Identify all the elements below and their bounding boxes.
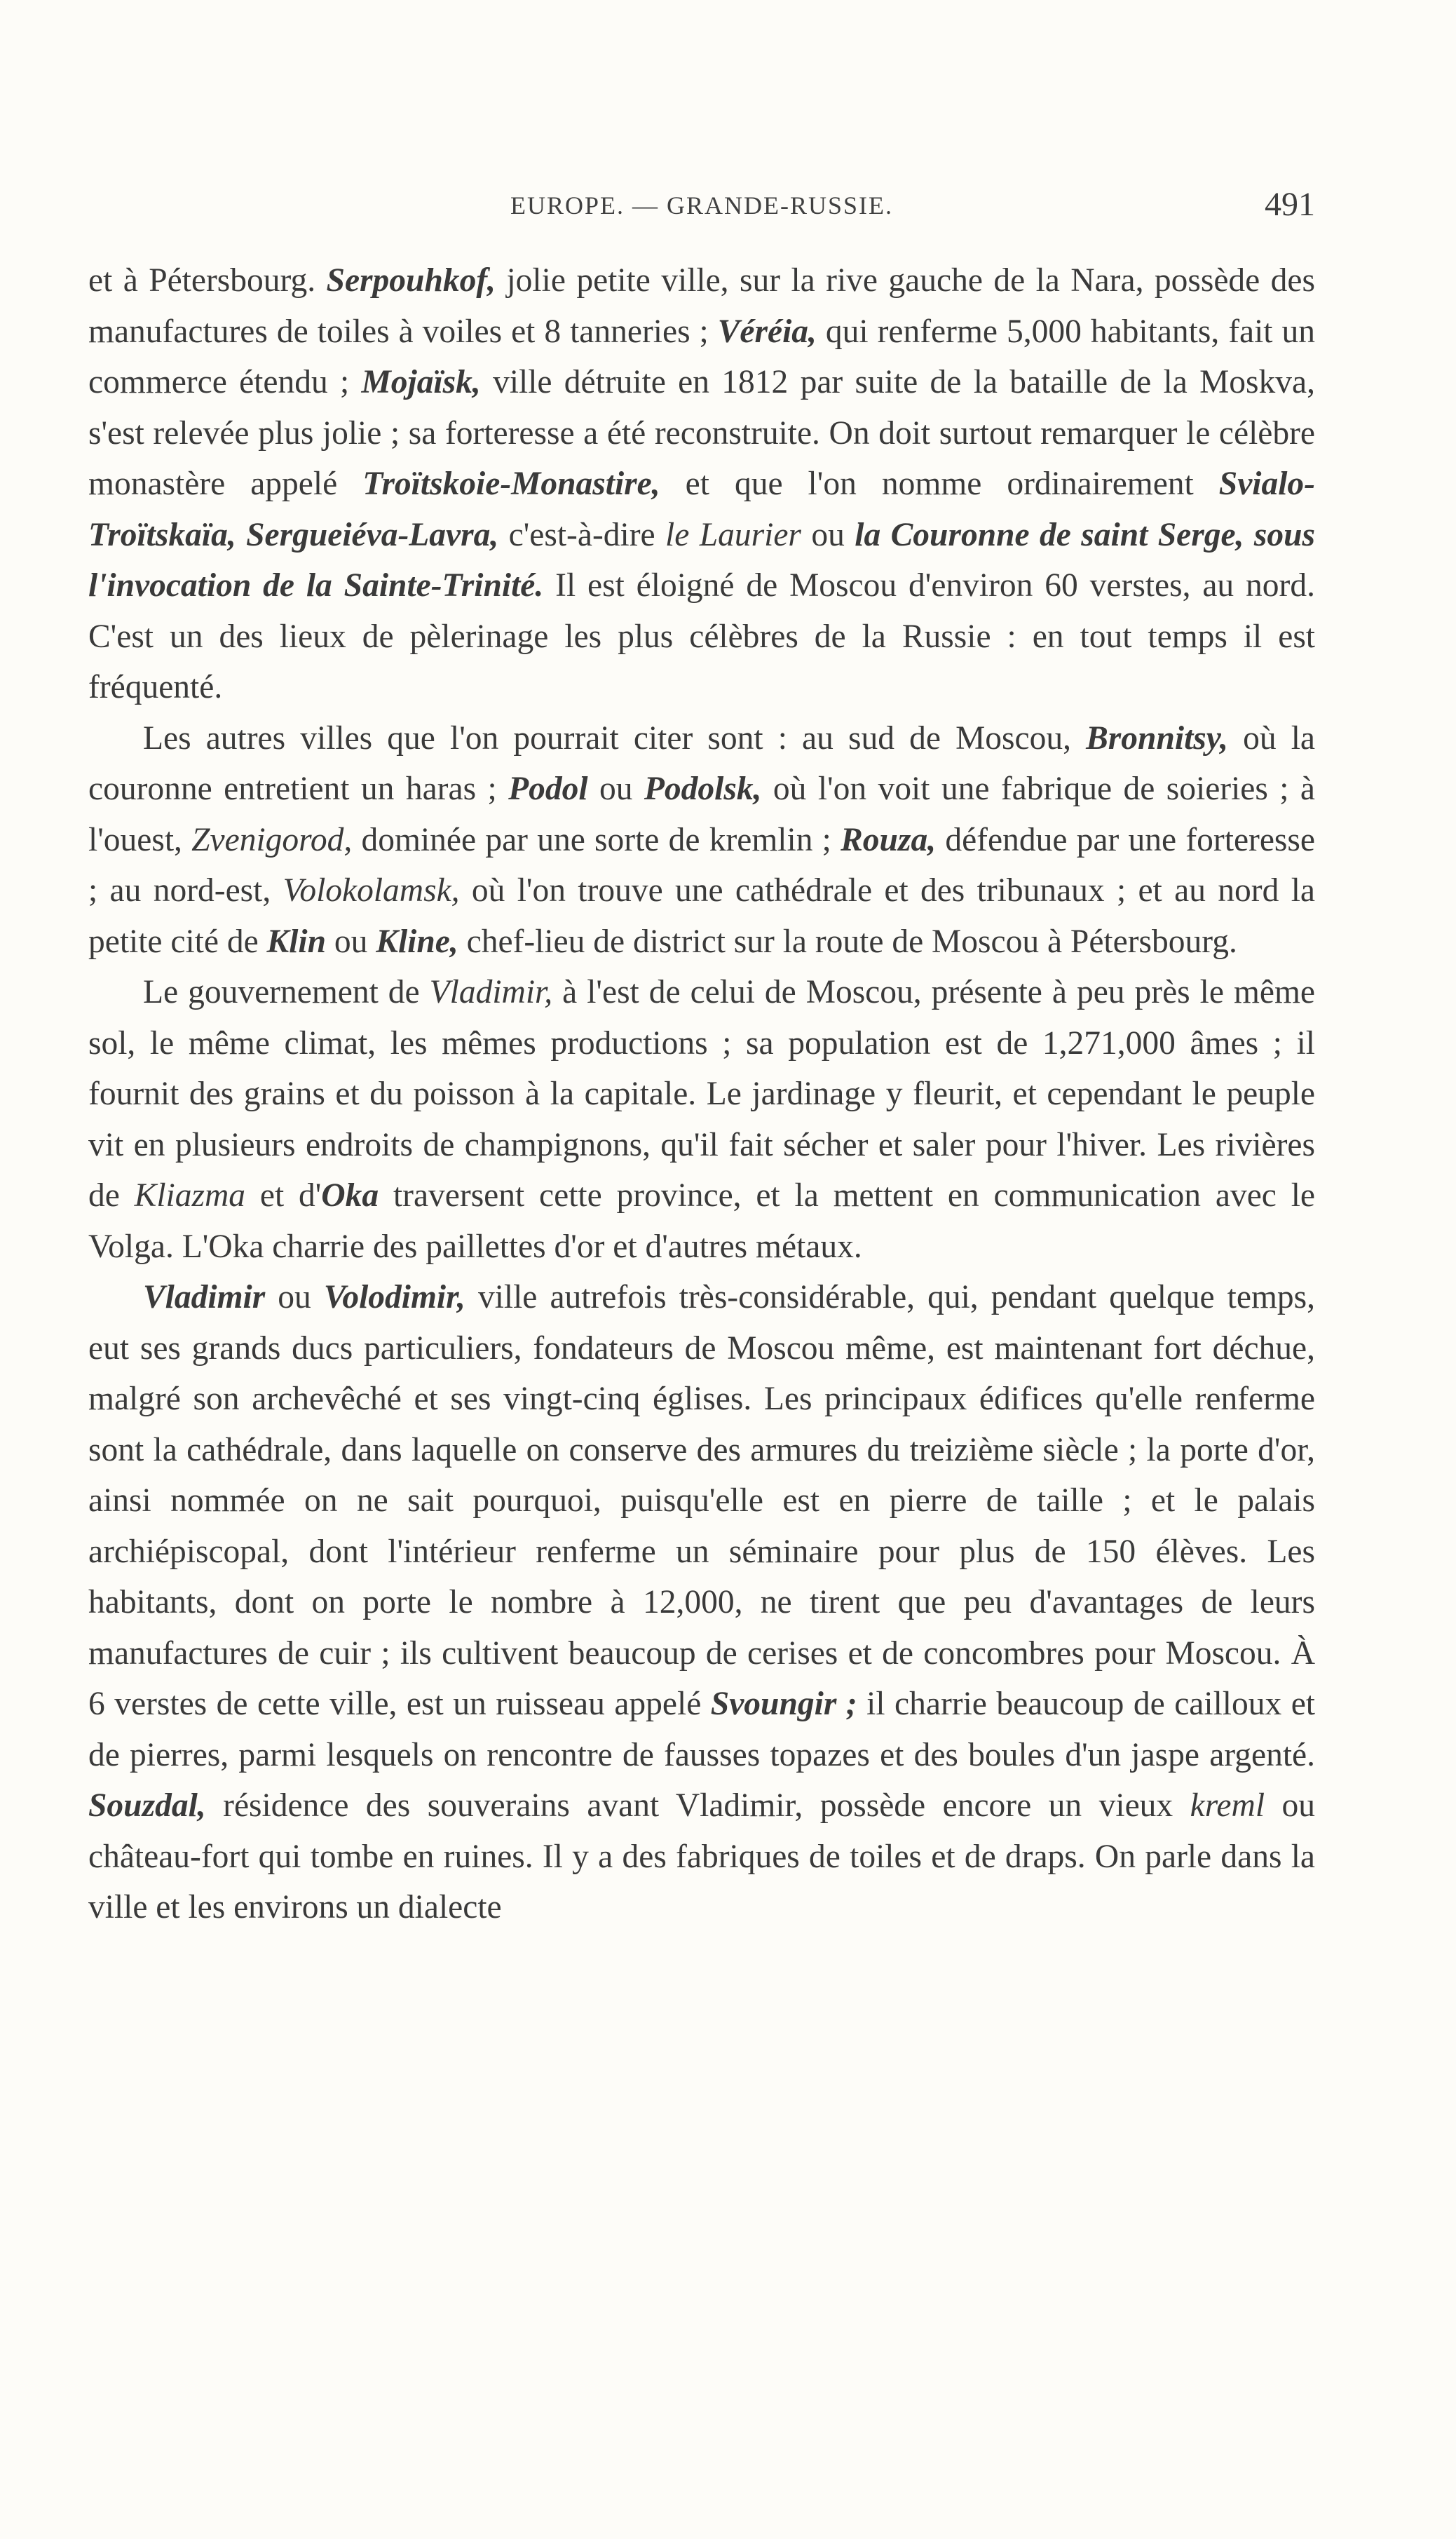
- text-run: où la couronne entretient un haras ;: [88, 719, 1315, 807]
- place-name: Svialo-Troïtskaïa, Sergueiéva-Lavra,: [88, 466, 1315, 553]
- place-name: Kliazma: [134, 1177, 246, 1214]
- text-run: Il est éloigné de Moscou d'environ 60 verstes, au nord. C'est un des lieux de pèlerinage les plus célèbres de la Russie : en tout temps il est fréquenté.: [88, 567, 1315, 705]
- text-run: qui renferme 5,000 habitants, fait un commerce étendu ;: [88, 313, 1315, 400]
- text-run: où l'on voit une fabrique de soieries ; à l'ouest,: [88, 771, 1315, 858]
- italic-text: kreml: [1190, 1787, 1265, 1824]
- paragraph-4: [88, 1272, 1315, 1933]
- place-name: Volodimir,: [323, 1279, 465, 1315]
- text-run: ville autrefois très-considérable, qui, pendant quelque temps, eut ses grands ducs particuliers, fondateurs de Moscou même, est maintenant fort déchue, malgré son archevêché et ses vingt-cinq églises. Les principaux édifices qu'elle renferme sont la cathédrale, dans laquelle on conserve des armures du treizième siècle ; la porte d'or, ainsi nommée on ne sait pourquoi, puisqu'elle est en pierre de taille ; et le palais archiépiscopal, dont l'intérieur renferme un séminaire pour plus de 150 élèves. Les habitants, dont on porte le nombre à 12,000, ne tirent que peu d'avantages de leurs manufactures de cuir ; ils cultivent beaucoup de cerises et de concombres pour Moscou. À 6 verstes de cette ville, est un ruisseau appelé: [88, 1279, 1316, 1722]
- text-run: ou: [265, 1279, 324, 1315]
- text-run: et que l'on nomme ordinairement: [660, 466, 1219, 502]
- place-name: Vladimir: [143, 1279, 266, 1315]
- text-run: chef-lieu de district sur la route de Moscou à Pétersbourg.: [458, 923, 1237, 960]
- text-run: c'est-à-dire: [498, 516, 666, 553]
- place-name: Troïtskoie-Monastire,: [362, 466, 660, 502]
- body-text: [88, 255, 1315, 1933]
- text-run: et d': [245, 1177, 322, 1214]
- place-name: Volokolamsk,: [283, 872, 460, 909]
- place-name: Bronnitsy,: [1086, 719, 1228, 757]
- italic-text: le Laurier: [665, 516, 801, 553]
- place-name: Svoungir ;: [710, 1686, 857, 1722]
- text-run: il charrie beaucoup de cailloux et de pierres, parmi lesquels on rencontre de fausses topazes et des boules d'un jaspe argenté.: [88, 1686, 1315, 1773]
- text-run: où l'on trouve une cathédrale et des tribunaux ; et au nord la petite cité de: [88, 872, 1315, 960]
- text-run: ville détruite en 1812 par suite de la bataille de la Moskva, s'est relevée plus jolie ; sa forteresse a été reconstruite. On doit surtout remarquer le célèbre monastère appelé: [88, 364, 1315, 502]
- text-run: Les autres villes que l'on pourrait citer sont : au sud de Moscou,: [143, 719, 1087, 757]
- page-number: 491: [1265, 186, 1315, 223]
- place-name: Mojaïsk,: [361, 364, 481, 400]
- place-name: Souzdal,: [88, 1787, 206, 1824]
- place-name: Podolsk,: [644, 771, 762, 807]
- place-name: Zvenigorod,: [191, 821, 353, 858]
- place-name: Rouza,: [841, 821, 937, 858]
- text-run: défendue par une forteresse ; au nord-est,: [88, 821, 1315, 909]
- text-run: dominée par une sorte de kremlin ;: [352, 821, 841, 858]
- place-name: Vladimir,: [429, 974, 553, 1010]
- text-run: ou: [587, 771, 644, 807]
- paragraph-2: [88, 713, 1315, 968]
- place-name: Podol: [508, 771, 588, 807]
- text-run: et à Pétersbourg.: [88, 262, 327, 299]
- place-name: Véréia,: [717, 313, 817, 350]
- text-run: ou: [801, 516, 855, 553]
- text-run: Le gouvernement de: [143, 974, 430, 1010]
- place-name: Oka: [321, 1177, 379, 1214]
- text-run: ou château-fort qui tombe en ruines. Il y a des fabriques de toiles et de draps. On parle dans la ville et les environs un dialecte: [88, 1787, 1315, 1925]
- page-header: [88, 186, 1315, 233]
- paragraph-3: [88, 967, 1315, 1272]
- paragraph-1: [88, 255, 1315, 713]
- place-name: Klin: [266, 923, 327, 960]
- place-name: Serpouhkof,: [326, 262, 496, 299]
- text-run: traversent cette province, et la mettent en communication avec le Volga. L'Oka charrie des paillettes d'or et d'autres métaux.: [88, 1177, 1315, 1265]
- place-name: la Couronne de saint Serge, sous l'invocation de la Sainte-Trinité.: [88, 516, 1316, 604]
- running-title: EUROPE. — GRANDE-RUSSIE.: [510, 191, 894, 219]
- text-run: ou: [326, 923, 376, 960]
- text-run: jolie petite ville, sur la rive gauche de la Nara, possède des manufactures de toiles à voiles et 8 tanneries ;: [88, 262, 1315, 350]
- text-run: à l'est de celui de Moscou, présente à peu près le même sol, le même climat, les mêmes productions ; sa population est de 1,271,000 âmes ; il fournit des grains et du poisson à la capitale. Le jardinage y fleurit, et cependant le peuple vit en plusieurs endroits de champignons, qu'il fait sécher et saler pour l'hiver. Les rivières de: [88, 974, 1316, 1214]
- place-name: Kline,: [376, 923, 458, 960]
- text-run: résidence des souverains avant Vladimir, possède encore un vieux: [205, 1787, 1190, 1824]
